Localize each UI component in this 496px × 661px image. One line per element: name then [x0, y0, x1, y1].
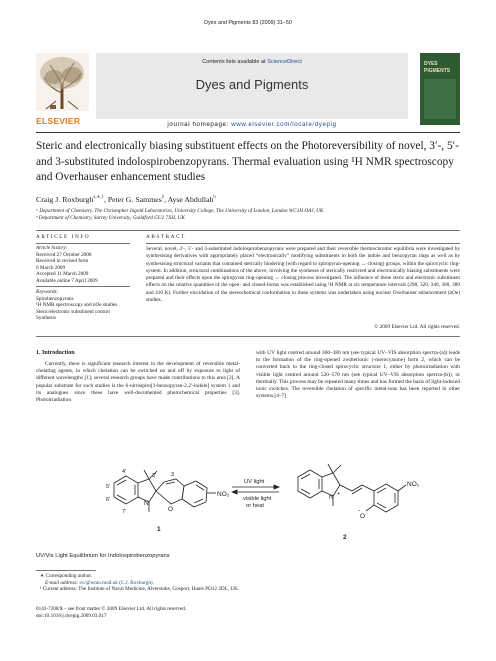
- author-1-sup: a,∗,1: [93, 195, 104, 200]
- bond: [352, 488, 362, 494]
- keyword-1: Spirobenzopyrans: [36, 295, 74, 302]
- authors: [36, 195, 460, 204]
- author-2: , Peter G. Sammes: [103, 195, 162, 204]
- doi-line[interactable]: doi:10.1016/j.dyepig.2009.03.017: [36, 612, 107, 619]
- journal-cover: [420, 53, 460, 125]
- compound-2-vinyl-chain: [340, 485, 374, 491]
- methyl-bond: [328, 464, 333, 473]
- history-revised-date: 6 March 2009: [36, 264, 66, 271]
- history-revised: Received in revised form: [36, 258, 89, 265]
- atom-o-2: O: [360, 513, 366, 520]
- footnote-email-label: E-mail address:: [45, 579, 80, 586]
- keywords-label: Keywords:: [36, 289, 59, 295]
- charge-minus: -: [358, 507, 361, 514]
- article-title: Steric and electronically biasing substituent effects on the Photoreversibility of novel, 3′-, 5′- and 3-substituted indolospirobenzopyrans. Thermal evaluation using ¹H NMR spectroscopy and Overhauser enhancement studies: [36, 140, 459, 183]
- abstract-text: Several, novel, 3′-, 5′- and 3-substituted indolospirobenzopyrans were prepared and their reversible thermochromic equilibria were investigated by synthesising derivatives with appropriately placed “electronically” modifying substituents in both the indole and benzopyran rings as well as by synthesising structural variants that contained sterically hindering (with regard to spiropyran-opening ↔ closing) groups, within the spirocyclic ring-system. In addition, structural combinations of the above, involving the syntheses of sterically restricted and electronically biasing substituents were prepared and their effects upon the spiropyran ring-opening ↔ closing process investigated. The influence of these steric and electronic substituent effects on the relative quantities of the open- and closed-forms was established using ¹H NMR at six temperature intervals (298, 320, 340, 360, 380 and 410 K). Further elucidation of the stereochemical conformation in these systems was undertaken using nuclear Overhauser enhancement (nOe) studies.: [146, 246, 460, 303]
- intro-heading: 1. Introduction: [36, 350, 75, 356]
- nitro-bond: [398, 485, 406, 491]
- atom-3p: 3': [152, 473, 157, 479]
- history-online: Available online 7 April 2009: [36, 277, 98, 284]
- header-rule: [36, 230, 460, 231]
- contents-line: [96, 59, 408, 65]
- atom-7p: 7': [122, 509, 127, 515]
- running-header: Dyes and Pigments 83 (2009) 31–50: [204, 20, 292, 26]
- author-3-sup: b: [213, 195, 216, 200]
- keyword-3: Steric/electronic substituent control: [36, 308, 110, 315]
- forward-arrowhead: [274, 485, 279, 489]
- nitro-group-2: NO₂: [407, 481, 420, 488]
- charge-plus: +: [337, 491, 341, 497]
- reverse-arrowhead: [232, 490, 237, 494]
- reaction-scheme: [36, 455, 460, 553]
- atom-6p: 6': [106, 497, 111, 503]
- footnotes: [40, 573, 460, 593]
- footnote-rule: [36, 570, 96, 571]
- homepage-prefix: journal homepage:: [167, 121, 232, 128]
- cover-title-1: DYES: [424, 61, 438, 67]
- phenolate-bond: [366, 505, 374, 511]
- history-received: Received 27 October 2008: [36, 251, 92, 258]
- affiliation-b: ᵇ Department of Chemistry, Surrey University, Guildford GU2 7XH, UK: [36, 215, 185, 221]
- author-3: , Ayse Abdullah: [164, 195, 214, 204]
- history-accepted: Accepted 11 March 2009: [36, 271, 89, 278]
- intro-col2: with UV light centred around 360–380 nm (see typical UV–VIS absorption spectra-(a)) leads to the formation of the ring-opened zwitterionic (-merocyanine) form 2, which can be converted back to the ring-closed spirocyclic structure 1, either by photoirradiation with visible light centred around 520–570 nm (see typical UV–VIS absorption spectra-(b)), or thermally. This process may be repeated many times and has formed the basis of light-induced ionic switches. The reversible chelation of specific metal-ions has been reported in other systems.[4–7]: [256, 350, 460, 400]
- bond: [194, 499, 203, 503]
- contents-prefix: Contents lists available at: [202, 59, 268, 65]
- affiliation-a: ᵃ Department of Chemistry, The Christopher Ingold Laboratories, University College, The University of London, London WC1H OAJ, UK: [36, 208, 324, 214]
- atom-4p: 4': [122, 469, 127, 475]
- keywords: [36, 289, 136, 322]
- abstract-heading: ABSTRACT: [146, 234, 186, 240]
- atom-3: 3: [171, 472, 175, 478]
- methyl-bond: [333, 465, 341, 473]
- journal-title: Dyes and Pigments: [195, 77, 309, 92]
- compound-label-1: 1: [157, 526, 161, 533]
- article-info-heading: ARTICLE INFO: [36, 234, 91, 240]
- history-label: Article history:: [36, 245, 68, 251]
- keyword-4: Synthesis: [36, 315, 56, 322]
- arrow-label-heat: or heat: [246, 503, 265, 509]
- elsevier-logo: [36, 53, 89, 126]
- intro-col1: Currently, there is significant research interest in the development of reversible metal-chelating agents, in which chelation can be switched on and off by exposure to light of different wavelengths [1]; several research groups have made contributions to this area [2]. A popular substrate for such studies is the 6-nitrospiro[1-benzopyran-2,2′-indole] system 1 and its analogues since these have well-documented photochemical properties [3]. Photoirradiation: [36, 361, 240, 404]
- nitro-group-1: NO₂: [217, 491, 230, 498]
- atom-o-1: O: [168, 506, 174, 513]
- bond: [166, 482, 175, 484]
- sciencedirect-link[interactable]: ScienceDirect: [267, 59, 302, 65]
- compound-1-five-ring: [138, 479, 156, 502]
- homepage-line: [96, 121, 408, 128]
- abstract-end-rule: [36, 336, 460, 337]
- article-history: [36, 245, 136, 285]
- scheme-caption: UV/Vis Light Equilibrium for Indolospirobenzopyrans: [36, 553, 170, 559]
- atom-5p: 5': [106, 484, 111, 490]
- masthead-rule: [36, 132, 460, 133]
- arrow-label-uv: UV light: [244, 479, 265, 485]
- publisher-name: ELSEVIER: [36, 116, 81, 126]
- cover-artwork: [424, 79, 456, 119]
- front-matter: [36, 606, 460, 619]
- footnote-email[interactable]: ivc@wmo.mod.uk (C.J. Roxburgh).: [79, 579, 154, 586]
- keywords-rule: [36, 286, 130, 287]
- homepage-link[interactable]: www.elsevier.com/locate/dyepig: [231, 121, 337, 128]
- abstract-copyright: © 2009 Elsevier Ltd. All rights reserved.: [374, 324, 460, 330]
- keyword-2: ¹H NMR spectroscopy and nOe studies: [36, 302, 118, 309]
- author-1: Craig J. Roxburgh: [36, 195, 94, 204]
- footnote-current-address: ¹ Current address: The Institute of Naval Medicine, Alverstoke, Gosport, Hants PO12 2DL, UK.: [40, 586, 240, 593]
- elsevier-tree-icon: [36, 53, 89, 111]
- reaction-scheme-svg: [36, 455, 460, 553]
- atom-n-1: N: [144, 500, 149, 507]
- article-info-rule: [36, 243, 130, 244]
- atom-n-2: N: [329, 494, 334, 501]
- masthead-panel: [96, 53, 408, 119]
- front-matter-line: 0143-7208/$ – see front matter © 2009 Elsevier Ltd. All rights reserved.: [36, 606, 187, 612]
- methyl-bond: [144, 470, 149, 479]
- abstract-rule: [146, 243, 460, 244]
- author-2-sup: b: [161, 195, 165, 200]
- cover-title-2: PIGMENTS: [424, 68, 451, 74]
- compound-label-2: 2: [343, 534, 347, 541]
- footnote-corresponding: ∗ Corresponding author.: [40, 573, 93, 579]
- arrow-label-visible: visible light: [243, 496, 272, 502]
